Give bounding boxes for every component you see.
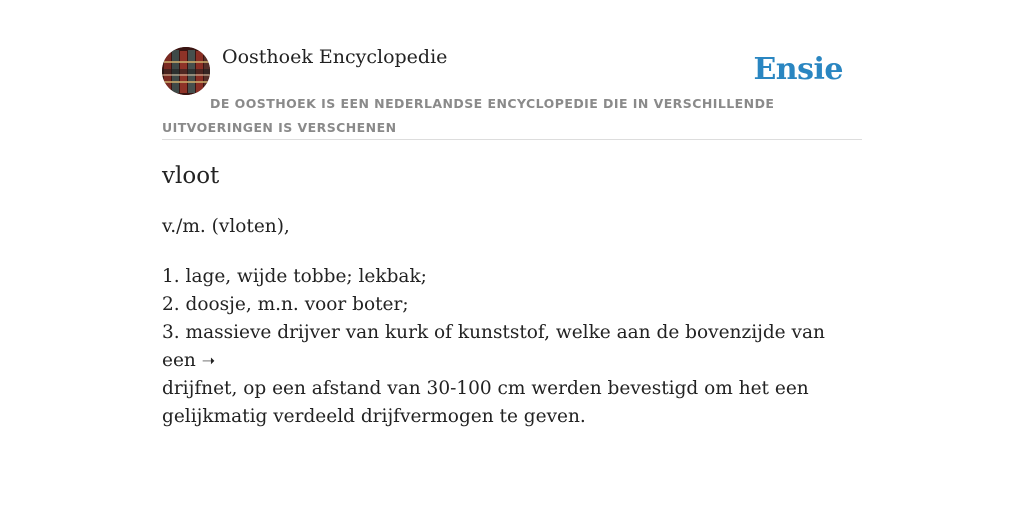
source-title[interactable]: Oosthoek Encyclopedie: [222, 46, 448, 68]
entry-term: vloot: [162, 163, 220, 189]
book-spines-icon: [162, 47, 210, 95]
link-arrow-icon: ➝: [201, 351, 216, 370]
definition-item: 1. lage, wijde tobbe; lekbak;: [162, 266, 427, 287]
entry-page: [162, 0, 862, 512]
crossref-link-drijfnet[interactable]: drijfnet: [162, 378, 232, 399]
entry-grammar: v./m. (vloten),: [162, 216, 290, 237]
definition-item: [162, 319, 862, 431]
definition-item: 2. doosje, m.n. voor boter;: [162, 294, 409, 315]
definition-text: 3. massieve drijver van kurk of kunststof, welke aan de bovenzijde van een: [162, 322, 825, 371]
source-description: DE OOSTHOEK IS EEN NEDERLANDSE ENCYCLOPEDIE DIE IN VERSCHILLENDE UITVOERINGEN IS VERSCHENEN: [162, 96, 775, 135]
brand-logo[interactable]: Ensie: [753, 52, 843, 87]
entry-definitions: [162, 263, 862, 431]
source-avatar[interactable]: [162, 47, 210, 95]
source-header: [162, 0, 862, 140]
definition-text: , op een afstand van 30-100 cm werden bevestigd om het een gelijkmatig verdeeld drijfvermogen te geven.: [162, 378, 809, 427]
